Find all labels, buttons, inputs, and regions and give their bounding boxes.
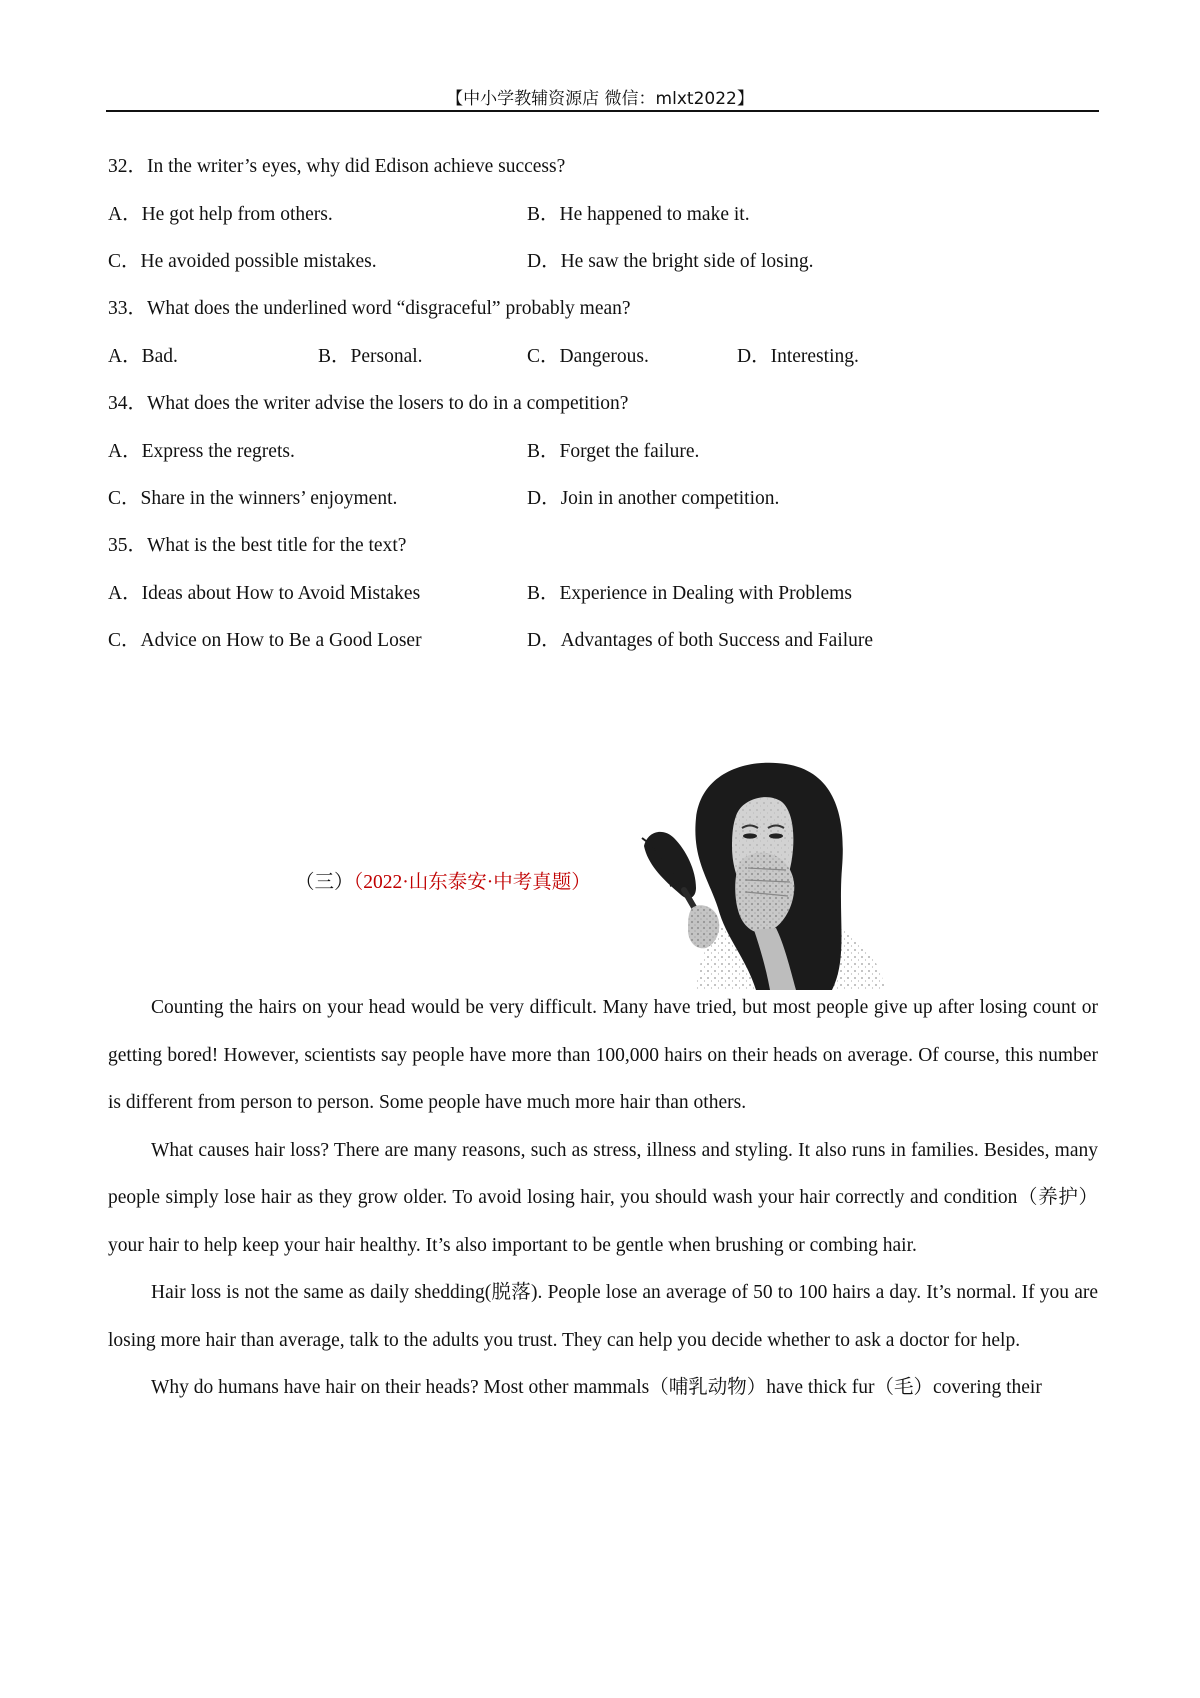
option-d: D．He saw the bright side of losing. bbox=[527, 251, 814, 272]
option-b: B．Forget the failure. bbox=[527, 441, 700, 462]
passage-paragraph: Hair loss is not the same as daily shedding(脱落). People lose an average of 50 to 100 hairs a day. It’s normal. If you are losing more hair than average, talk to the adults you trust. They can help you decide whether to ask a doctor for help. bbox=[108, 1282, 1098, 1351]
option-a: A．He got help from others. bbox=[108, 204, 333, 225]
header-title: 【中小学教辅资源店 微信：mlxt2022】 bbox=[446, 89, 754, 109]
option-d: D．Interesting. bbox=[737, 346, 859, 367]
passage bbox=[108, 984, 1098, 1412]
option-b: B．He happened to make it. bbox=[527, 204, 750, 225]
woman-hairbrush-photo bbox=[636, 758, 900, 990]
passage-paragraph: What causes hair loss? There are many reasons, such as stress, illness and styling. It also runs in families. Besides, many people simply lose hair as they grow older. To avoid losing hair, you should wash your hair correctly and condition（养护）your hair to help keep your hair healthy. It’s also important to be gentle when brushing or combing hair. bbox=[108, 1139, 1098, 1256]
section-heading bbox=[295, 871, 591, 895]
question-stem: 35．What is the best title for the text? bbox=[108, 535, 407, 556]
option-a: A．Express the regrets. bbox=[108, 441, 295, 462]
passage-paragraph: Why do humans have hair on their heads? Most other mammals（哺乳动物）have thick fur（毛）covering their bbox=[151, 1377, 1042, 1398]
question-stem: 32．In the writer’s eyes, why did Edison achieve success? bbox=[108, 156, 566, 177]
option-c: C．Advice on How to Be a Good Loser bbox=[108, 630, 422, 651]
option-c: C．He avoided possible mistakes. bbox=[108, 251, 377, 272]
header-divider bbox=[106, 110, 1099, 112]
section-label: （三） bbox=[295, 872, 354, 893]
option-d: D．Advantages of both Success and Failure bbox=[527, 630, 874, 651]
option-d: D．Join in another competition. bbox=[527, 488, 780, 509]
question-stem: 33．What does the underlined word “disgraceful” probably mean? bbox=[108, 298, 631, 319]
section-source: （2022·山东泰安·中考真题） bbox=[353, 872, 591, 893]
option-a: A．Ideas about How to Avoid Mistakes bbox=[108, 583, 421, 604]
option-a: A．Bad. bbox=[108, 346, 178, 367]
option-c: C．Share in the winners’ enjoyment. bbox=[108, 488, 398, 509]
passage-paragraph: Counting the hairs on your head would be very difficult. Many have tried, but most people give up after losing count or getting bored! However, scientists say people have more than 100,000 hairs on their heads on average. Of course, this number is different from person to person. Some people have much more hair than others. bbox=[108, 997, 1098, 1113]
option-b: B．Experience in Dealing with Problems bbox=[527, 583, 852, 604]
question-stem: 34．What does the writer advise the losers to do in a competition? bbox=[108, 393, 629, 414]
option-c: C．Dangerous. bbox=[527, 346, 649, 367]
option-b: B．Personal. bbox=[318, 346, 423, 367]
